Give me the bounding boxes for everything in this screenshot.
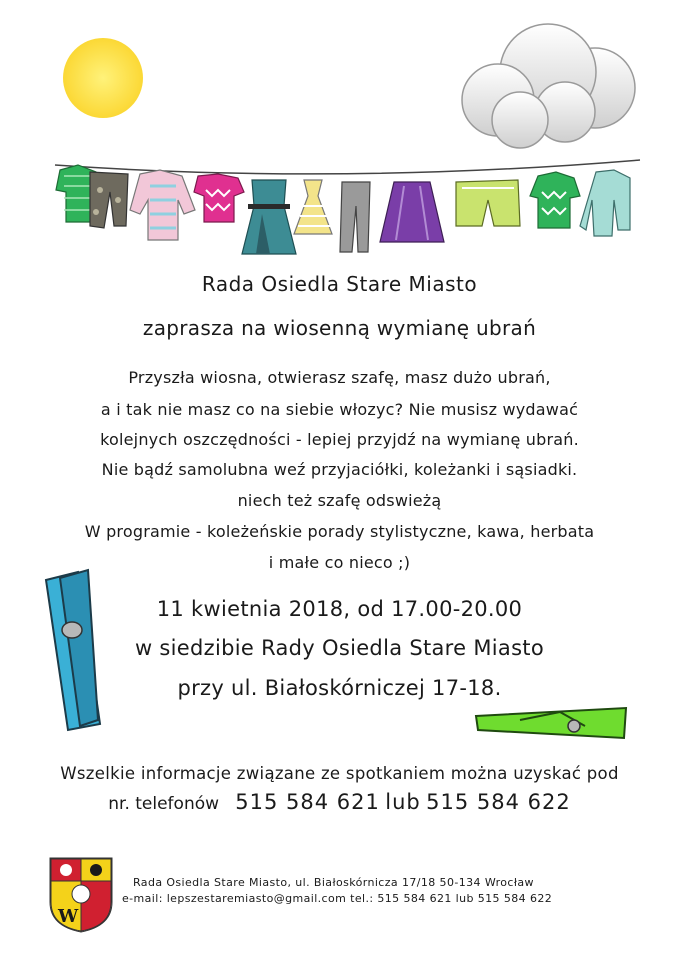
description-line: i małe co nieco ;) — [268, 553, 411, 572]
cloud-icon — [462, 24, 635, 148]
phone-number-1: 515 584 621 — [235, 790, 380, 814]
organizer-title: Rada Osiedla Stare Miasto — [201, 272, 478, 296]
clothespin-icon — [476, 708, 626, 738]
clothesline-icon — [55, 160, 640, 254]
contact-info-line: Wszelkie informacje związane ze spotkaniem można uzyskać pod — [60, 764, 619, 783]
event-date-time: 11 kwietnia 2018, od 17.00-20.00 — [156, 597, 523, 621]
phone-number-2: 515 584 622 — [426, 790, 571, 814]
description-line: a i tak nie masz co na siebie włozyc? Nie musisz wydawać — [100, 400, 579, 419]
svg-text:W: W — [58, 906, 79, 927]
footer-address: Rada Osiedla Stare Miasto, ul. Białoskórnicza 17/18 50-134 Wrocław — [133, 876, 534, 889]
description-line: niech też szafę odswieżą — [237, 491, 442, 510]
phones-joiner: lub — [385, 790, 421, 814]
event-address: przy ul. Białoskórniczej 17-18. — [177, 676, 502, 700]
description-line: W programie - koleżeńskie porady stylistyczne, kawa, herbata — [84, 522, 595, 541]
description-line: Nie bądź samolubna weź przyjaciółki, koleżanki i sąsiadki. — [101, 460, 578, 479]
description-line: Przyszła wiosna, otwierasz szafę, masz dużo ubrań, — [128, 368, 551, 387]
phones-label: nr. telefonów — [108, 794, 220, 814]
description-line: kolejnych oszczędności - lepiej przyjdź na wymianę ubrań. — [100, 430, 579, 449]
contact-phones — [0, 790, 679, 814]
event-venue: w siedzibie Rady Osiedla Stare Miasto — [134, 636, 544, 660]
footer-contact: e-mail: lepszestaremiasto@gmail.com tel.: 515 584 621 lub 515 584 622 — [122, 892, 553, 905]
city-crest-icon — [50, 858, 112, 932]
invitation-subtitle: zaprasza na wiosenną wymianę ubrań — [142, 316, 537, 340]
sun-icon — [63, 38, 143, 118]
